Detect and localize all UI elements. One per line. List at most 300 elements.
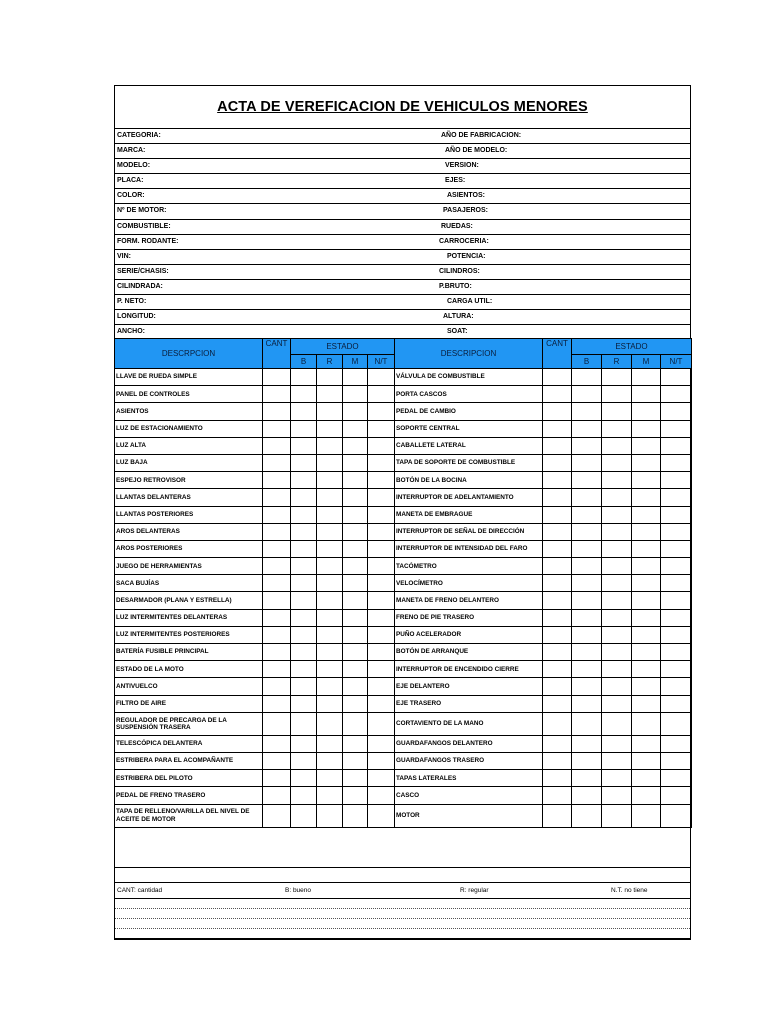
cell-cant-right[interactable] <box>543 558 572 575</box>
cell-cant-right[interactable] <box>543 712 572 735</box>
cell-cant-right[interactable] <box>543 752 572 769</box>
cell-r-right[interactable] <box>602 770 632 787</box>
cell-cant-right[interactable] <box>543 678 572 695</box>
cell-b-right[interactable] <box>572 626 602 643</box>
cell-r-right[interactable] <box>602 506 632 523</box>
cell-m-right[interactable] <box>632 609 661 626</box>
cell-b-left[interactable] <box>291 506 317 523</box>
notes-line-1[interactable] <box>115 899 690 909</box>
cell-cant-left[interactable] <box>263 644 291 661</box>
cell-cant-right[interactable] <box>543 506 572 523</box>
cell-r-left[interactable] <box>317 678 343 695</box>
cell-cant-left[interactable] <box>263 523 291 540</box>
info-label-left[interactable]: COMBUSTIBLE: <box>117 222 171 230</box>
cell-m-right[interactable] <box>632 695 661 712</box>
cell-b-left[interactable] <box>291 454 317 471</box>
cell-b-right[interactable] <box>572 787 602 804</box>
cell-cant-left[interactable] <box>263 369 291 386</box>
cell-nt-left[interactable] <box>368 609 395 626</box>
info-label-right[interactable]: VERSION: <box>445 162 479 170</box>
cell-b-right[interactable] <box>572 712 602 735</box>
cell-m-left[interactable] <box>343 437 368 454</box>
cell-m-right[interactable] <box>632 804 661 827</box>
cell-b-right[interactable] <box>572 575 602 592</box>
cell-cant-left[interactable] <box>263 787 291 804</box>
cell-r-left[interactable] <box>317 489 343 506</box>
cell-b-right[interactable] <box>572 369 602 386</box>
cell-r-right[interactable] <box>602 437 632 454</box>
cell-r-left[interactable] <box>317 735 343 752</box>
cell-b-left[interactable] <box>291 523 317 540</box>
cell-b-left[interactable] <box>291 592 317 609</box>
cell-nt-right[interactable] <box>661 712 692 735</box>
cell-b-right[interactable] <box>572 437 602 454</box>
cell-nt-right[interactable] <box>661 592 692 609</box>
cell-nt-left[interactable] <box>368 787 395 804</box>
cell-b-right[interactable] <box>572 770 602 787</box>
info-row <box>115 174 690 189</box>
cell-nt-right[interactable] <box>661 575 692 592</box>
cell-m-left[interactable] <box>343 369 368 386</box>
cell-r-left[interactable] <box>317 472 343 489</box>
cell-m-left[interactable] <box>343 752 368 769</box>
cell-b-left[interactable] <box>291 787 317 804</box>
cell-nt-left[interactable] <box>368 752 395 769</box>
cell-r-left[interactable] <box>317 437 343 454</box>
cell-cant-right[interactable] <box>543 626 572 643</box>
cell-r-left[interactable] <box>317 695 343 712</box>
cell-nt-left[interactable] <box>368 506 395 523</box>
cell-cant-right[interactable] <box>543 420 572 437</box>
cell-nt-left[interactable] <box>368 472 395 489</box>
cell-cant-right[interactable] <box>543 523 572 540</box>
cell-nt-right[interactable] <box>661 695 692 712</box>
cell-b-right[interactable] <box>572 506 602 523</box>
cell-r-right[interactable] <box>602 695 632 712</box>
cell-b-left[interactable] <box>291 437 317 454</box>
cell-b-left[interactable] <box>291 472 317 489</box>
cell-b-right[interactable] <box>572 592 602 609</box>
cell-nt-right[interactable] <box>661 804 692 827</box>
cell-m-right[interactable] <box>632 489 661 506</box>
cell-nt-left[interactable] <box>368 454 395 471</box>
cell-m-right[interactable] <box>632 454 661 471</box>
info-label-left[interactable]: Nº DE MOTOR: <box>117 207 167 215</box>
cell-r-right[interactable] <box>602 752 632 769</box>
cell-m-right[interactable] <box>632 558 661 575</box>
cell-r-left[interactable] <box>317 454 343 471</box>
cell-nt-left[interactable] <box>368 420 395 437</box>
cell-nt-right[interactable] <box>661 523 692 540</box>
cell-cant-left[interactable] <box>263 592 291 609</box>
cell-r-left[interactable] <box>317 558 343 575</box>
cell-nt-left[interactable] <box>368 661 395 678</box>
cell-cant-right[interactable] <box>543 609 572 626</box>
cell-cant-right[interactable] <box>543 403 572 420</box>
cell-b-left[interactable] <box>291 558 317 575</box>
cell-m-right[interactable] <box>632 787 661 804</box>
cell-nt-left[interactable] <box>368 695 395 712</box>
cell-m-left[interactable] <box>343 454 368 471</box>
cell-m-left[interactable] <box>343 644 368 661</box>
cell-cant-right[interactable] <box>543 489 572 506</box>
cell-cant-left[interactable] <box>263 626 291 643</box>
cell-b-right[interactable] <box>572 678 602 695</box>
cell-r-right[interactable] <box>602 787 632 804</box>
cell-r-right[interactable] <box>602 558 632 575</box>
cell-r-right[interactable] <box>602 735 632 752</box>
cell-m-right[interactable] <box>632 678 661 695</box>
notes-line-3[interactable] <box>115 919 690 929</box>
cell-cant-right[interactable] <box>543 472 572 489</box>
cell-r-right[interactable] <box>602 489 632 506</box>
cell-r-right[interactable] <box>602 609 632 626</box>
cell-m-right[interactable] <box>632 752 661 769</box>
cell-b-right[interactable] <box>572 695 602 712</box>
cell-m-right[interactable] <box>632 540 661 557</box>
info-label-left[interactable]: LONGITUD: <box>117 313 156 321</box>
cell-r-right[interactable] <box>602 644 632 661</box>
cell-cant-right[interactable] <box>543 661 572 678</box>
cell-nt-left[interactable] <box>368 437 395 454</box>
cell-cant-left[interactable] <box>263 770 291 787</box>
cell-nt-right[interactable] <box>661 678 692 695</box>
info-label-right[interactable]: POTENCIA: <box>447 252 486 260</box>
cell-cant-right[interactable] <box>543 644 572 661</box>
cell-r-right[interactable] <box>602 575 632 592</box>
cell-m-right[interactable] <box>632 661 661 678</box>
cell-r-left[interactable] <box>317 609 343 626</box>
cell-m-right[interactable] <box>632 626 661 643</box>
cell-b-left[interactable] <box>291 540 317 557</box>
cell-b-right[interactable] <box>572 420 602 437</box>
cell-m-right[interactable] <box>632 644 661 661</box>
cell-cant-left[interactable] <box>263 386 291 403</box>
info-label-right[interactable]: CARGA UTIL: <box>447 298 493 306</box>
cell-m-right[interactable] <box>632 386 661 403</box>
cell-b-left[interactable] <box>291 695 317 712</box>
cell-r-right[interactable] <box>602 369 632 386</box>
info-label-right[interactable]: SOAT: <box>447 328 468 336</box>
cell-nt-left[interactable] <box>368 770 395 787</box>
cell-nt-left[interactable] <box>368 735 395 752</box>
cell-b-left[interactable] <box>291 489 317 506</box>
cell-m-right[interactable] <box>632 523 661 540</box>
info-label-right[interactable]: CARROCERIA: <box>439 237 489 245</box>
cell-r-left[interactable] <box>317 523 343 540</box>
cell-m-left[interactable] <box>343 575 368 592</box>
cell-m-left[interactable] <box>343 558 368 575</box>
item-description-left: LUZ DE ESTACIONAMIENTO <box>115 420 263 437</box>
cell-r-left[interactable] <box>317 644 343 661</box>
cell-r-left[interactable] <box>317 787 343 804</box>
cell-cant-left[interactable] <box>263 489 291 506</box>
cell-m-left[interactable] <box>343 695 368 712</box>
cell-r-left[interactable] <box>317 575 343 592</box>
cell-cant-left[interactable] <box>263 437 291 454</box>
info-label-left[interactable]: VIN: <box>117 252 131 260</box>
cell-b-left[interactable] <box>291 678 317 695</box>
item-description-right: INTERRUPTOR DE INTENSIDAD DEL FARO <box>395 540 543 557</box>
cell-m-right[interactable] <box>632 592 661 609</box>
cell-b-left[interactable] <box>291 403 317 420</box>
cell-r-right[interactable] <box>602 454 632 471</box>
info-label-right[interactable]: CILINDROS: <box>439 267 480 275</box>
cell-r-right[interactable] <box>602 403 632 420</box>
cell-nt-left[interactable] <box>368 369 395 386</box>
cell-b-left[interactable] <box>291 644 317 661</box>
cell-r-right[interactable] <box>602 661 632 678</box>
cell-nt-right[interactable] <box>661 644 692 661</box>
cell-nt-right[interactable] <box>661 558 692 575</box>
info-label-left[interactable]: CATEGORIA: <box>117 132 161 139</box>
cell-nt-right[interactable] <box>661 437 692 454</box>
cell-r-left[interactable] <box>317 540 343 557</box>
cell-m-right[interactable] <box>632 437 661 454</box>
info-label-left[interactable]: SERIE/CHASIS: <box>117 267 169 275</box>
cell-b-right[interactable] <box>572 489 602 506</box>
cell-b-left[interactable] <box>291 712 317 735</box>
cell-m-left[interactable] <box>343 712 368 735</box>
cell-r-left[interactable] <box>317 661 343 678</box>
cell-m-left[interactable] <box>343 678 368 695</box>
info-label-right[interactable]: ALTURA: <box>443 313 474 321</box>
cell-m-right[interactable] <box>632 369 661 386</box>
info-label-right[interactable]: EJES: <box>445 177 466 185</box>
cell-m-left[interactable] <box>343 609 368 626</box>
cell-cant-left[interactable] <box>263 695 291 712</box>
cell-nt-left[interactable] <box>368 644 395 661</box>
cell-r-right[interactable] <box>602 592 632 609</box>
cell-cant-left[interactable] <box>263 804 291 827</box>
cell-nt-right[interactable] <box>661 472 692 489</box>
info-label-left[interactable]: P. NETO: <box>117 298 147 306</box>
cell-b-right[interactable] <box>572 540 602 557</box>
cell-m-left[interactable] <box>343 489 368 506</box>
cell-cant-left[interactable] <box>263 735 291 752</box>
table-row <box>115 752 692 769</box>
cell-cant-left[interactable] <box>263 403 291 420</box>
cell-cant-left[interactable] <box>263 454 291 471</box>
cell-r-right[interactable] <box>602 420 632 437</box>
cell-r-right[interactable] <box>602 540 632 557</box>
cell-nt-left[interactable] <box>368 575 395 592</box>
cell-r-left[interactable] <box>317 506 343 523</box>
cell-cant-right[interactable] <box>543 804 572 827</box>
cell-r-right[interactable] <box>602 386 632 403</box>
info-label-left[interactable]: MODELO: <box>117 162 151 170</box>
cell-nt-right[interactable] <box>661 506 692 523</box>
cell-b-left[interactable] <box>291 626 317 643</box>
cell-r-left[interactable] <box>317 626 343 643</box>
blank-row-2 <box>115 868 690 883</box>
cell-nt-right[interactable] <box>661 770 692 787</box>
notes-line-2[interactable] <box>115 909 690 919</box>
info-label-right[interactable]: RUEDAS: <box>441 222 473 230</box>
cell-m-right[interactable] <box>632 403 661 420</box>
cell-cant-left[interactable] <box>263 609 291 626</box>
info-label-left[interactable]: MARCA: <box>117 147 146 155</box>
cell-cant-left[interactable] <box>263 678 291 695</box>
info-label-left[interactable]: ANCHO: <box>117 328 145 336</box>
cell-nt-left[interactable] <box>368 523 395 540</box>
cell-nt-right[interactable] <box>661 489 692 506</box>
cell-b-left[interactable] <box>291 386 317 403</box>
cell-nt-left[interactable] <box>368 592 395 609</box>
cell-m-left[interactable] <box>343 770 368 787</box>
cell-b-right[interactable] <box>572 644 602 661</box>
cell-r-right[interactable] <box>602 626 632 643</box>
cell-m-right[interactable] <box>632 735 661 752</box>
cell-r-left[interactable] <box>317 770 343 787</box>
cell-b-right[interactable] <box>572 403 602 420</box>
cell-nt-right[interactable] <box>661 369 692 386</box>
cell-cant-left[interactable] <box>263 752 291 769</box>
cell-r-left[interactable] <box>317 369 343 386</box>
cell-nt-left[interactable] <box>368 626 395 643</box>
info-row <box>115 189 690 204</box>
cell-r-left[interactable] <box>317 386 343 403</box>
cell-r-left[interactable] <box>317 804 343 827</box>
cell-m-left[interactable] <box>343 386 368 403</box>
cell-nt-right[interactable] <box>661 626 692 643</box>
cell-cant-right[interactable] <box>543 592 572 609</box>
cell-r-right[interactable] <box>602 804 632 827</box>
cell-nt-left[interactable] <box>368 386 395 403</box>
cell-nt-left[interactable] <box>368 489 395 506</box>
cell-b-left[interactable] <box>291 661 317 678</box>
cell-m-left[interactable] <box>343 506 368 523</box>
info-label-left[interactable]: COLOR: <box>117 192 145 200</box>
cell-cant-left[interactable] <box>263 558 291 575</box>
cell-m-left[interactable] <box>343 626 368 643</box>
cell-b-right[interactable] <box>572 609 602 626</box>
cell-nt-left[interactable] <box>368 403 395 420</box>
cell-cant-left[interactable] <box>263 506 291 523</box>
cell-nt-right[interactable] <box>661 420 692 437</box>
cell-m-left[interactable] <box>343 472 368 489</box>
cell-cant-left[interactable] <box>263 575 291 592</box>
info-label-right[interactable]: ASIENTOS: <box>447 192 485 200</box>
info-row <box>115 310 690 325</box>
cell-cant-right[interactable] <box>543 454 572 471</box>
cell-cant-right[interactable] <box>543 369 572 386</box>
cell-nt-right[interactable] <box>661 661 692 678</box>
cell-cant-right[interactable] <box>543 770 572 787</box>
cell-nt-right[interactable] <box>661 540 692 557</box>
notes-line-4[interactable] <box>115 929 690 939</box>
cell-b-right[interactable] <box>572 752 602 769</box>
cell-r-right[interactable] <box>602 523 632 540</box>
cell-cant-left[interactable] <box>263 472 291 489</box>
cell-r-left[interactable] <box>317 712 343 735</box>
cell-nt-right[interactable] <box>661 386 692 403</box>
cell-r-left[interactable] <box>317 420 343 437</box>
cell-b-right[interactable] <box>572 472 602 489</box>
cell-r-left[interactable] <box>317 752 343 769</box>
cell-b-left[interactable] <box>291 752 317 769</box>
info-label-right[interactable]: P.BRUTO: <box>439 282 472 290</box>
info-label-left[interactable]: CILINDRADA: <box>117 282 163 290</box>
cell-cant-left[interactable] <box>263 712 291 735</box>
cell-nt-right[interactable] <box>661 454 692 471</box>
cell-b-right[interactable] <box>572 804 602 827</box>
info-label-right[interactable]: AÑO DE FABRICACION: <box>441 132 522 139</box>
cell-b-right[interactable] <box>572 386 602 403</box>
cell-m-left[interactable] <box>343 735 368 752</box>
cell-m-left[interactable] <box>343 592 368 609</box>
cell-r-left[interactable] <box>317 403 343 420</box>
cell-r-left[interactable] <box>317 592 343 609</box>
cell-cant-left[interactable] <box>263 540 291 557</box>
cell-nt-right[interactable] <box>661 735 692 752</box>
cell-nt-right[interactable] <box>661 787 692 804</box>
cell-cant-right[interactable] <box>543 575 572 592</box>
cell-m-right[interactable] <box>632 712 661 735</box>
cell-nt-left[interactable] <box>368 678 395 695</box>
cell-cant-right[interactable] <box>543 787 572 804</box>
cell-nt-left[interactable] <box>368 712 395 735</box>
cell-r-right[interactable] <box>602 712 632 735</box>
cell-m-left[interactable] <box>343 804 368 827</box>
cell-cant-right[interactable] <box>543 437 572 454</box>
cell-cant-left[interactable] <box>263 420 291 437</box>
cell-nt-left[interactable] <box>368 540 395 557</box>
cell-m-right[interactable] <box>632 472 661 489</box>
cell-nt-right[interactable] <box>661 609 692 626</box>
cell-m-left[interactable] <box>343 787 368 804</box>
cell-m-right[interactable] <box>632 420 661 437</box>
cell-cant-right[interactable] <box>543 386 572 403</box>
cell-b-left[interactable] <box>291 770 317 787</box>
info-label-left[interactable]: FORM. RODANTE: <box>117 237 179 245</box>
cell-cant-right[interactable] <box>543 735 572 752</box>
cell-b-right[interactable] <box>572 661 602 678</box>
info-label-left[interactable]: PLACA: <box>117 177 144 185</box>
cell-nt-right[interactable] <box>661 403 692 420</box>
cell-b-left[interactable] <box>291 575 317 592</box>
cell-m-left[interactable] <box>343 661 368 678</box>
table-row <box>115 678 692 695</box>
cell-b-left[interactable] <box>291 735 317 752</box>
cell-b-right[interactable] <box>572 735 602 752</box>
cell-b-right[interactable] <box>572 558 602 575</box>
cell-cant-left[interactable] <box>263 661 291 678</box>
cell-nt-right[interactable] <box>661 752 692 769</box>
cell-m-right[interactable] <box>632 770 661 787</box>
cell-nt-left[interactable] <box>368 804 395 827</box>
cell-m-right[interactable] <box>632 506 661 523</box>
cell-nt-left[interactable] <box>368 558 395 575</box>
cell-b-right[interactable] <box>572 523 602 540</box>
cell-cant-right[interactable] <box>543 540 572 557</box>
cell-b-right[interactable] <box>572 454 602 471</box>
cell-m-left[interactable] <box>343 403 368 420</box>
cell-b-left[interactable] <box>291 804 317 827</box>
cell-cant-right[interactable] <box>543 695 572 712</box>
cell-m-left[interactable] <box>343 420 368 437</box>
cell-b-left[interactable] <box>291 369 317 386</box>
cell-m-left[interactable] <box>343 523 368 540</box>
cell-r-right[interactable] <box>602 678 632 695</box>
info-label-right[interactable]: AÑO DE MODELO: <box>445 147 508 155</box>
cell-m-right[interactable] <box>632 575 661 592</box>
cell-b-left[interactable] <box>291 420 317 437</box>
cell-m-left[interactable] <box>343 540 368 557</box>
cell-r-right[interactable] <box>602 472 632 489</box>
info-label-right[interactable]: PASAJEROS: <box>443 207 488 215</box>
cell-b-left[interactable] <box>291 609 317 626</box>
